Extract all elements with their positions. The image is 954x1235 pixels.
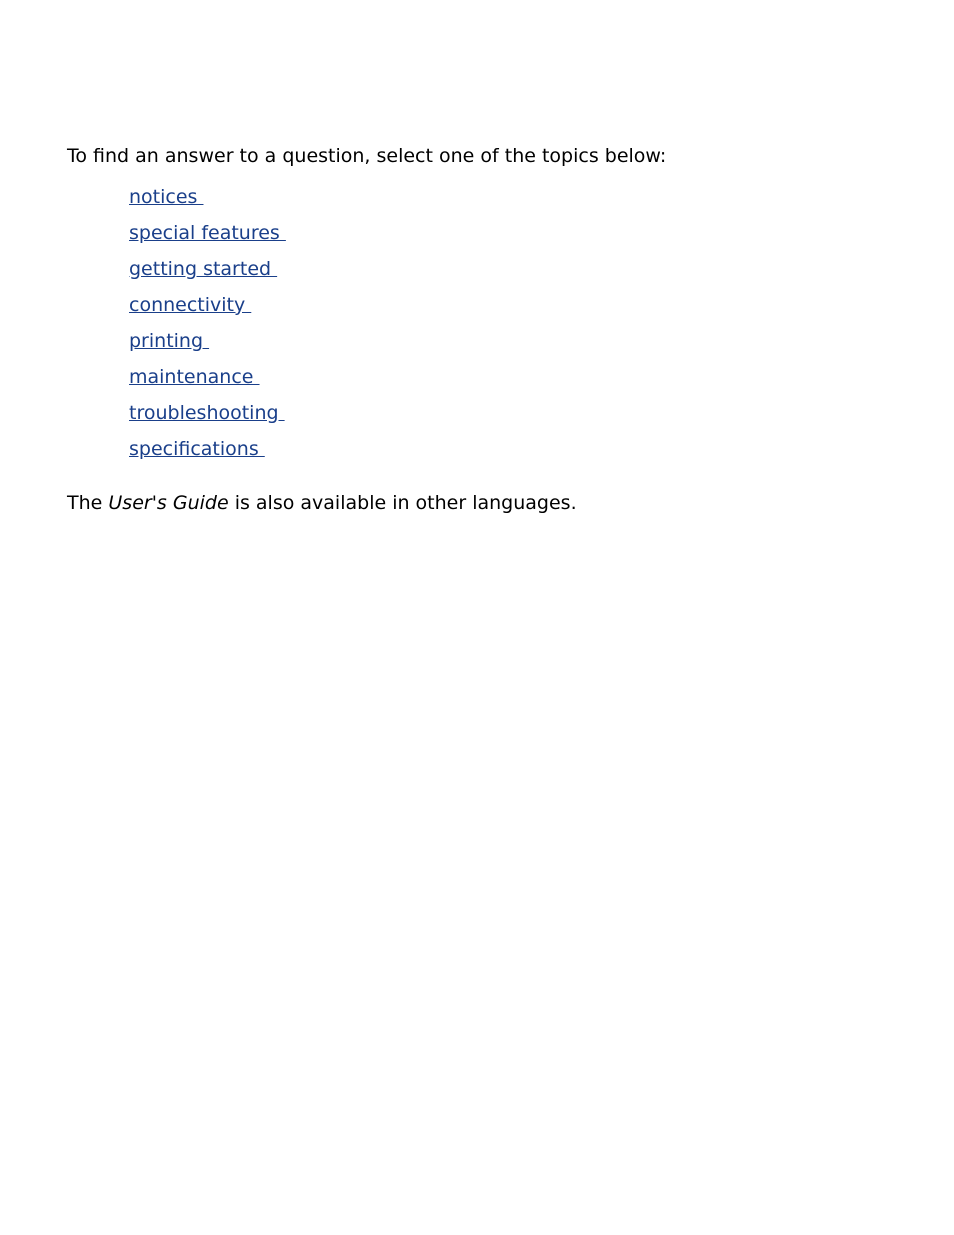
guide-title: User's Guide — [108, 492, 229, 514]
languages-note-suffix: is also available in other languages. — [228, 492, 577, 514]
list-item — [129, 221, 927, 257]
list-item — [129, 293, 927, 329]
languages-note-prefix: The — [67, 492, 109, 514]
list-item — [129, 329, 927, 365]
topic-link-notices[interactable]: notices — [129, 186, 204, 208]
topic-link-getting-started[interactable]: getting started — [129, 258, 278, 280]
list-item — [129, 401, 927, 437]
topic-link-connectivity[interactable]: connectivity — [129, 294, 252, 316]
topic-link-special-features[interactable]: special features — [129, 222, 286, 244]
topic-list — [129, 185, 927, 473]
main-content — [67, 144, 927, 516]
list-item — [129, 365, 927, 401]
topic-link-specifications[interactable]: specifications — [129, 438, 265, 460]
intro-text: To find an answer to a question, select one of the topics below: — [67, 145, 667, 167]
topic-link-printing[interactable]: printing — [129, 330, 210, 352]
list-item — [129, 257, 927, 293]
topic-link-troubleshooting[interactable]: troubleshooting — [129, 402, 285, 424]
topic-link-maintenance[interactable]: maintenance — [129, 366, 260, 388]
languages-note — [67, 491, 927, 516]
list-item — [129, 185, 927, 221]
list-item — [129, 437, 927, 473]
